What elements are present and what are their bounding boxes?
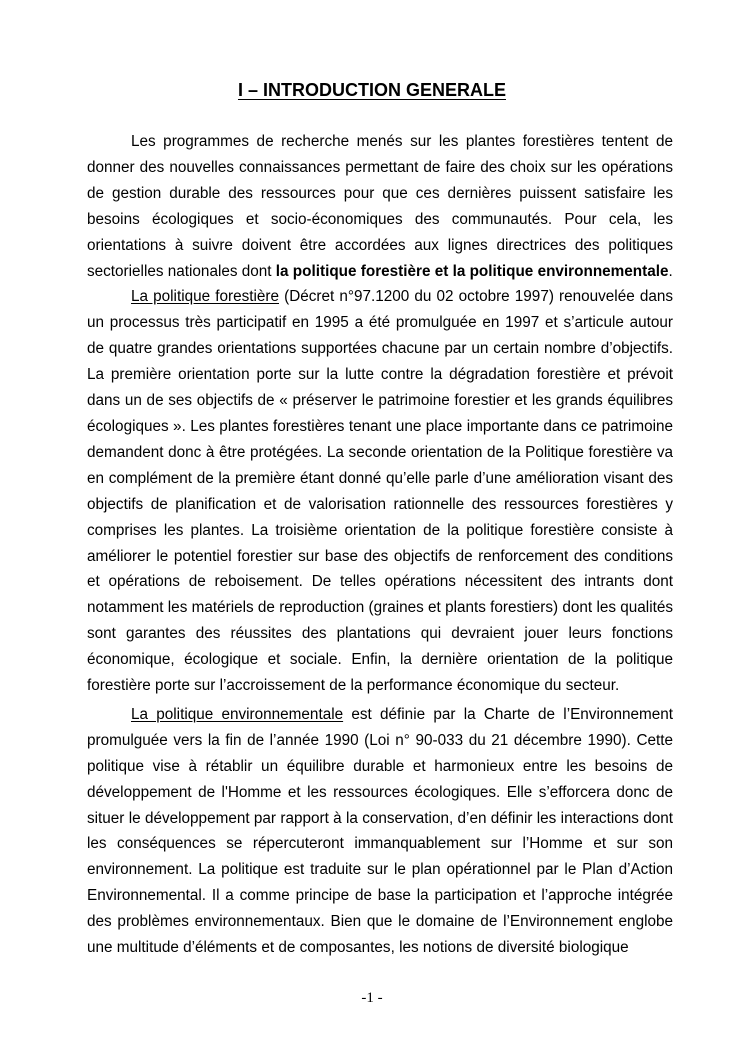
page-number: -1 - <box>361 990 383 1006</box>
paragraph-intro-end: . <box>668 262 673 280</box>
paragraph-environmental-policy <box>87 702 673 961</box>
environmental-policy-heading: La politique environnementale <box>131 705 344 723</box>
forest-policy-heading: La politique forestière <box>131 288 279 306</box>
forest-policy-text: (Décret n°97.1200 du 02 octobre 1997) renouvelée dans un processus très participatif en 1995 a été promulguée en 1997 et s’articule autour de quatre grandes orientations supportées chacune par un certain nombre d’objectifs. La première orientation porte sur la lutte contre la dégradation forestière et prévoit dans un de ses objectifs de « préserver le patrimoine forestier et les grands équilibres écologiques ». Les plantes forestières tenant une place importante dans ce patrimoine demandent donc à être protégées. La seconde orientation de la Politique forestière va en complément de la première étant donné qu’elle parle d’une amélioration visant des objectifs de planification et de valorisation rationnelle des ressources forestières y comprises les plantes. La troisième orientation de la politique forestière consiste à améliorer le potentiel forestier sur base des objectifs de renforcement des conditions et opérations de reboisement. De telles opérations nécessitent des intrants dont notamment les matériels de reproduction (graines et plants forestiers) dont les qualités sont garantes des réussites des plantations qui devraient jouer leurs fonctions économique, écologique et sociale. Enfin, la dernière orientation de la politique forestière porte sur l’accroissement de la performance économique du secteur. <box>87 288 674 695</box>
environmental-policy-text: est définie par la Charte de l’Environnement promulguée vers la fin de l’année 1990 (Loi n° 90-033 du 21 décembre 1990). Cette politique vise à rétablir un équilibre durable et harmonieux entre les besoins de développement de l'Homme et les ressources écologiques. Elle s’efforcera donc de situer le développement par rapport à la conservation, d’en définir les interactions dont les conséquences se répercuteront immanquablement sur l’Homme et sur son environnement. La politique est traduite sur le plan opérationnel par le Plan d’Action Environnemental. Il a comme principe de base la participation et l’approche intégrée des problèmes environnementaux. Bien que le domaine de l’Environnement englobe une multitude d’éléments et de composantes, les notions de diversité biologique <box>87 705 673 957</box>
paragraph-intro <box>87 129 673 284</box>
paragraph-forest-policy <box>87 284 673 699</box>
body-text <box>87 129 673 961</box>
paragraph-intro-bold-text: la politique forestière et la politique environnementale <box>275 262 669 280</box>
page-title: I – INTRODUCTION GENERALE <box>237 80 506 100</box>
paragraph-intro-text: Les programmes de recherche menés sur les plantes forestières tentent de donner des nouvelles connaissances permettant de faire des choix sur les opérations de gestion durable des ressources pour que ces dernières puissent satisfaire les besoins écologiques et socio-économiques des communautés. Pour cela, les orientations à suivre doivent être accordées aux lignes directrices des politiques sectorielles nationales dont <box>87 133 673 280</box>
